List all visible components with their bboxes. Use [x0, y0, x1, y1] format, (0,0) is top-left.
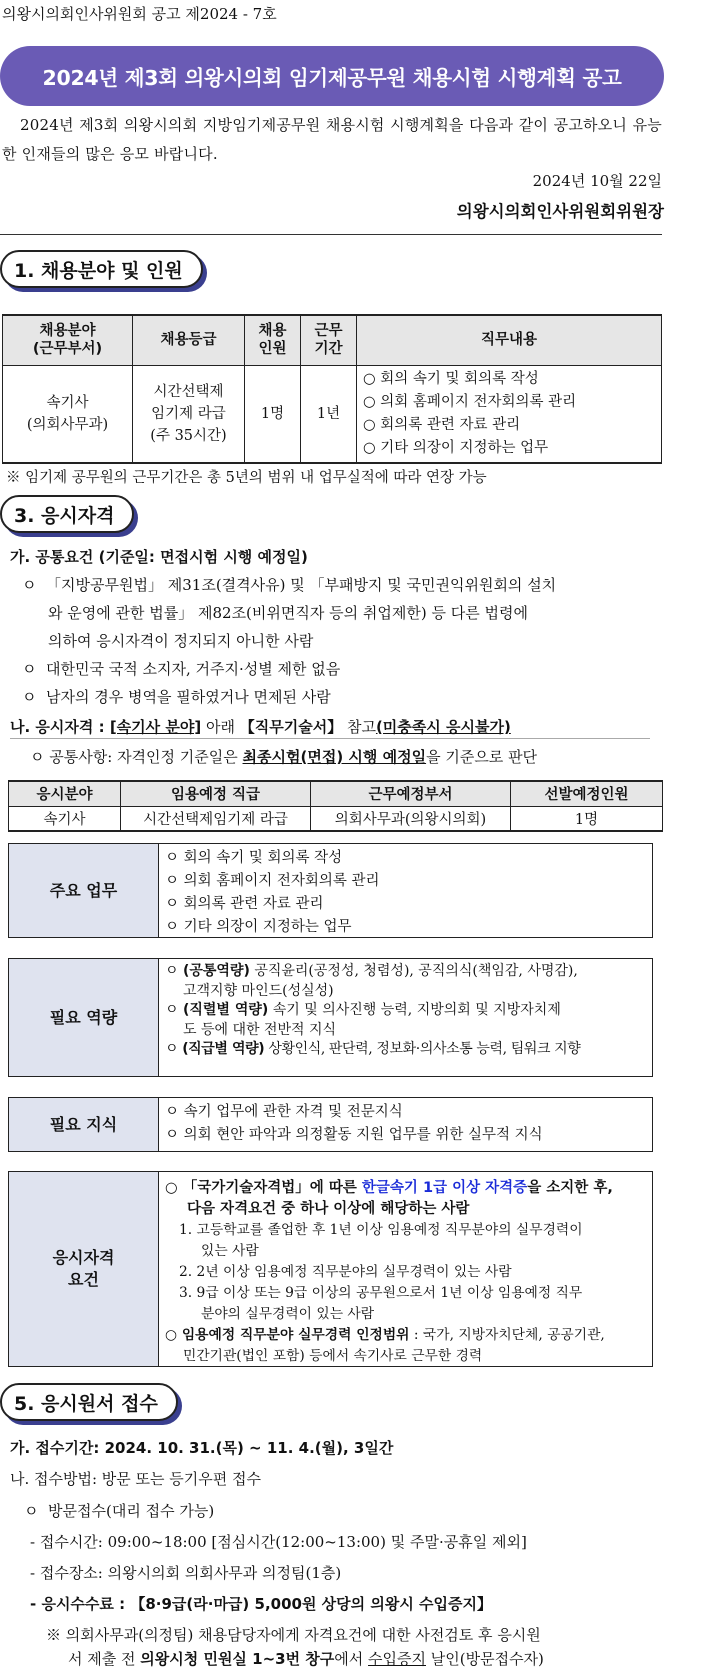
- req-item-1-cont: 와 운영에 관한 법률」 제82조(비위면직자 등의 취업제한) 등 다른 법령에: [48, 604, 528, 622]
- main-duty-item: ㅇ 기타 의장이 지정하는 업무: [165, 919, 352, 935]
- main-duty-item: ㅇ 회의 속기 및 회의록 작성: [165, 850, 343, 866]
- qual-head-cont: 다음 자격요건 중 하나 이상에 해당하는 사람: [187, 1201, 470, 1217]
- qual-range-cont: 민간기관(법인 포함) 등에서 속기사로 근무한 경력: [183, 1348, 483, 1364]
- col-field-line1: 채용분야: [39, 323, 96, 340]
- common-req-heading: 가. 공통요건 (기준일: 면접시험 시행 예정일): [10, 548, 308, 566]
- common-criteria: ㅇ 공통사항: 자격인정 기준일은 최종시험(면접) 시행 예정일을 기준으로 판단: [30, 748, 538, 766]
- competency-grade: ㅇ (직급별 역량) 상황인식, 판단력, 정보화·의사소통 능력, 팀워크 지향: [165, 1041, 581, 1057]
- cell-work-dept: 의회사무과(의왕시의회): [311, 806, 511, 831]
- col-apply-field: 응시분야: [9, 781, 121, 806]
- section-3-heading: 3. 응시자격: [0, 495, 134, 533]
- main-duties-label: 주요 업무: [9, 844, 159, 937]
- cell-period: 1년: [301, 365, 357, 463]
- col-period: 근무 기간: [301, 315, 357, 365]
- col-duties: 직무내용: [357, 315, 662, 365]
- period-note: ※ 임기제 공무원의 근무기간은 총 5년의 범위 내 업무실적에 따라 연장 가능: [6, 470, 487, 486]
- field-name: 속기사: [46, 394, 89, 411]
- qual-item-3: 3. 9급 이상 또는 9급 이상의 공무원으로서 1년 이상 임용예정 직무: [179, 1285, 583, 1301]
- col-work-dept: 근무예정부서: [311, 781, 511, 806]
- signer: 의왕시의회인사위원회위원장: [456, 202, 664, 221]
- req-item-1-cont2: 의하여 응시자격이 정지되지 아니한 사람: [48, 632, 314, 650]
- req-item-2: ㅇ 대한민국 국적 소지자, 거주지·성별 제한 없음: [22, 660, 341, 678]
- recruitment-table: [2, 314, 662, 464]
- qual-item-2: 2. 2년 이상 임용예정 직무분야의 실무경력이 있는 사람: [179, 1264, 512, 1280]
- time-line: - 접수시간: 09:00~18:00 [점심시간(12:00~13:00) 및 주말·공휴일 제외]: [30, 1533, 527, 1551]
- qualification-heading: 나. 응시자격 : [속기사 분야] 아래 【직무기술서】 참고(미충족시 응시불가): [10, 716, 650, 739]
- place-line: - 접수장소: 의왕시의회 의회사무과 의정팀(1층): [30, 1564, 342, 1582]
- knowledge-box: [8, 1097, 653, 1152]
- competency-job-cont: 도 등에 대한 전반적 지식: [183, 1021, 337, 1038]
- knowledge-item: ㅇ 의회 현안 파악과 의정활동 지원 업무를 위한 실무적 지식: [165, 1127, 543, 1143]
- qualification-label: 응시자격 요건: [9, 1172, 159, 1366]
- cell-apply-field: 속기사: [9, 806, 121, 831]
- visit-line: ㅇ 방문접수(대리 접수 가능): [24, 1502, 215, 1520]
- cell-grade: 시간선택제 임기제 라급 (주 35시간): [133, 365, 245, 463]
- knowledge-item: ㅇ 속기 업무에 관한 자격 및 전문지식: [165, 1104, 403, 1120]
- duty-item: ○ 기타 의장이 지정하는 업무: [363, 439, 549, 456]
- notice-date: 2024년 10월 22일: [532, 172, 662, 190]
- duty-item: ○ 회의록 관련 자료 관리: [363, 416, 521, 433]
- qual-item-3-cont: 분야의 실무경력이 있는 사람: [201, 1306, 375, 1322]
- intro-paragraph: 2024년 제3회 의왕시의회 지방임기제공무원 채용시험 시행계획을 다음과 같이 공고하오니 유능한 인재들의 많은 응모 바랍니다.: [2, 116, 662, 163]
- star-note-2: 서 제출 전 의왕시청 민원실 1~3번 창구에서 수입증지 날인(방문접수자): [68, 1650, 544, 1667]
- col-appoint-grade: 임용예정 직급: [121, 781, 311, 806]
- section-5-heading: 5. 응시원서 접수: [0, 1383, 178, 1421]
- position-table: [8, 780, 663, 832]
- notice-number: 의왕시의회인사위원회 공고 제2024 - 7호: [2, 5, 277, 23]
- main-duty-item: ㅇ 회의록 관련 자료 관리: [165, 896, 324, 912]
- competency-box: [8, 958, 653, 1077]
- cell-field: [3, 365, 133, 463]
- col-grade: 채용등급: [133, 315, 245, 365]
- divider: [0, 234, 662, 235]
- main-duties-box: [8, 843, 653, 938]
- cell-duties: [357, 365, 662, 463]
- cell-select-count: 1명: [511, 806, 663, 831]
- method-line: 나. 접수방법: 방문 또는 등기우편 접수: [10, 1470, 262, 1488]
- competency-label: 필요 역량: [9, 959, 159, 1076]
- star-note-1: ※ 의회사무과(의정팀) 채용담당자에게 자격요건에 대한 사전검토 후 응시원: [46, 1626, 541, 1644]
- req-item-3: ㅇ 남자의 경우 병역을 필하였거나 면제된 사람: [22, 688, 331, 706]
- period-line: 가. 접수기간: 2024. 10. 31.(목) ~ 11. 4.(월), 3일간: [10, 1439, 394, 1457]
- competency-common-cont: 고객지향 마인드(성실성): [183, 982, 334, 999]
- field-dept: (의회사무과): [26, 416, 109, 433]
- col-field-line2: (근무부서): [32, 341, 103, 358]
- cell-appoint-grade: 시간선택제임기제 라급: [121, 806, 311, 831]
- cell-count: 1명: [245, 365, 301, 463]
- section-1-heading: 1. 채용분야 및 인원: [0, 250, 203, 288]
- page-title: 2024년 제3회 의왕시의회 임기제공무원 채용시험 시행계획 공고: [0, 46, 664, 106]
- col-field: [3, 315, 133, 365]
- qual-item-1: 1. 고등학교를 졸업한 후 1년 이상 임용예정 직무분야의 실무경력이: [179, 1222, 583, 1238]
- qual-range: ○ 임용예정 직무분야 실무경력 인정범위 : 국가, 지방자치단체, 공공기관,: [165, 1327, 605, 1343]
- competency-job: ㅇ (직렬별 역량) 속기 및 의사진행 능력, 지방의회 및 지방자치제: [165, 1002, 561, 1018]
- qual-head: ○ 「국가기술자격법」에 따른 한글속기 1급 이상 자격증을 소지한 후,: [165, 1180, 613, 1196]
- col-select-count: 선발예정인원: [511, 781, 663, 806]
- qualification-box: [8, 1171, 653, 1367]
- fee-line: - 응시수수료 : 【8·9급(라·마급) 5,000원 상당의 의왕시 수입증지】: [30, 1595, 493, 1613]
- knowledge-label: 필요 지식: [9, 1098, 159, 1151]
- duty-item: ○ 회의 속기 및 회의록 작성: [363, 370, 539, 387]
- qual-item-1-cont: 있는 사람: [201, 1243, 259, 1259]
- competency-common: ㅇ (공통역량) 공직윤리(공정성, 청렴성), 공직의식(책임감, 사명감),: [165, 963, 578, 979]
- col-count: 채용 인원: [245, 315, 301, 365]
- duty-item: ○ 의회 홈페이지 전자회의록 관리: [363, 393, 577, 410]
- main-duty-item: ㅇ 의회 홈페이지 전자회의록 관리: [165, 873, 380, 889]
- req-item-1: ㅇ 「지방공무원법」 제31조(결격사유) 및 「부패방지 및 국민권익위원회의 설치: [22, 576, 557, 594]
